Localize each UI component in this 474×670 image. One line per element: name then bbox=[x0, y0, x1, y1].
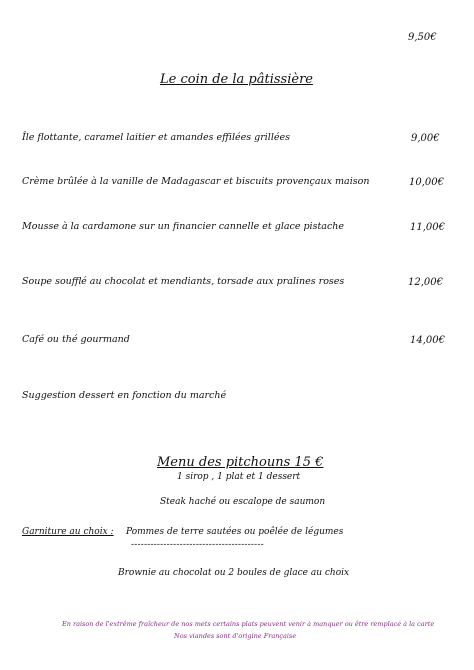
separator-line: ----------------------------------------- bbox=[131, 540, 264, 550]
pitchouns-dessert-choice: Brownie au chocolat ou 2 boules de glace au choix bbox=[118, 568, 350, 578]
dessert-item-price: 14,00€ bbox=[410, 335, 445, 346]
dessert-item-name: Café ou thé gourmand bbox=[22, 334, 130, 345]
dessert-item-name: Soupe soufflé au chocolat et mendiants, torsade aux pralines roses bbox=[22, 276, 345, 287]
dessert-item-price: 11,00€ bbox=[410, 222, 445, 233]
dessert-item-price: 12,00€ bbox=[408, 277, 443, 288]
dessert-suggestion: Suggestion dessert en fonction du marché bbox=[22, 390, 227, 401]
dessert-item-price: 10,00€ bbox=[409, 177, 444, 188]
dessert-item-name: Crème brûlée à la vanille de Madagascar et biscuits provençaux maison bbox=[22, 176, 370, 187]
pitchouns-formula: 1 sirop , 1 plat et 1 dessert bbox=[177, 472, 301, 482]
footer-origin: Nos viandes sont d'origine Française bbox=[174, 632, 297, 640]
footer-notice: En raison de l'extrême fraîcheur de nos mets certains plats peuvent venir à manquer ou être remplacé à la carte bbox=[62, 620, 435, 628]
top-price: 9,50€ bbox=[408, 32, 437, 43]
section-title-pitchouns: Menu des pitchouns 15 € bbox=[157, 455, 324, 470]
dessert-item-name: Île flottante, caramel laitier et amandes effilées grillées bbox=[22, 132, 290, 143]
dessert-item-name: Mousse à la cardamone sur un financier cannelle et glace pistache bbox=[22, 221, 345, 232]
garniture-label: Garniture au choix : bbox=[22, 527, 114, 537]
section-title-patisserie: Le coin de la pâtissière bbox=[160, 72, 313, 87]
garniture-value: Pommes de terre sautées ou poêlée de légumes bbox=[126, 527, 344, 537]
pitchouns-main-choice: Steak haché ou escalope de saumon bbox=[160, 497, 326, 507]
dessert-item-price: 9,00€ bbox=[411, 133, 440, 144]
